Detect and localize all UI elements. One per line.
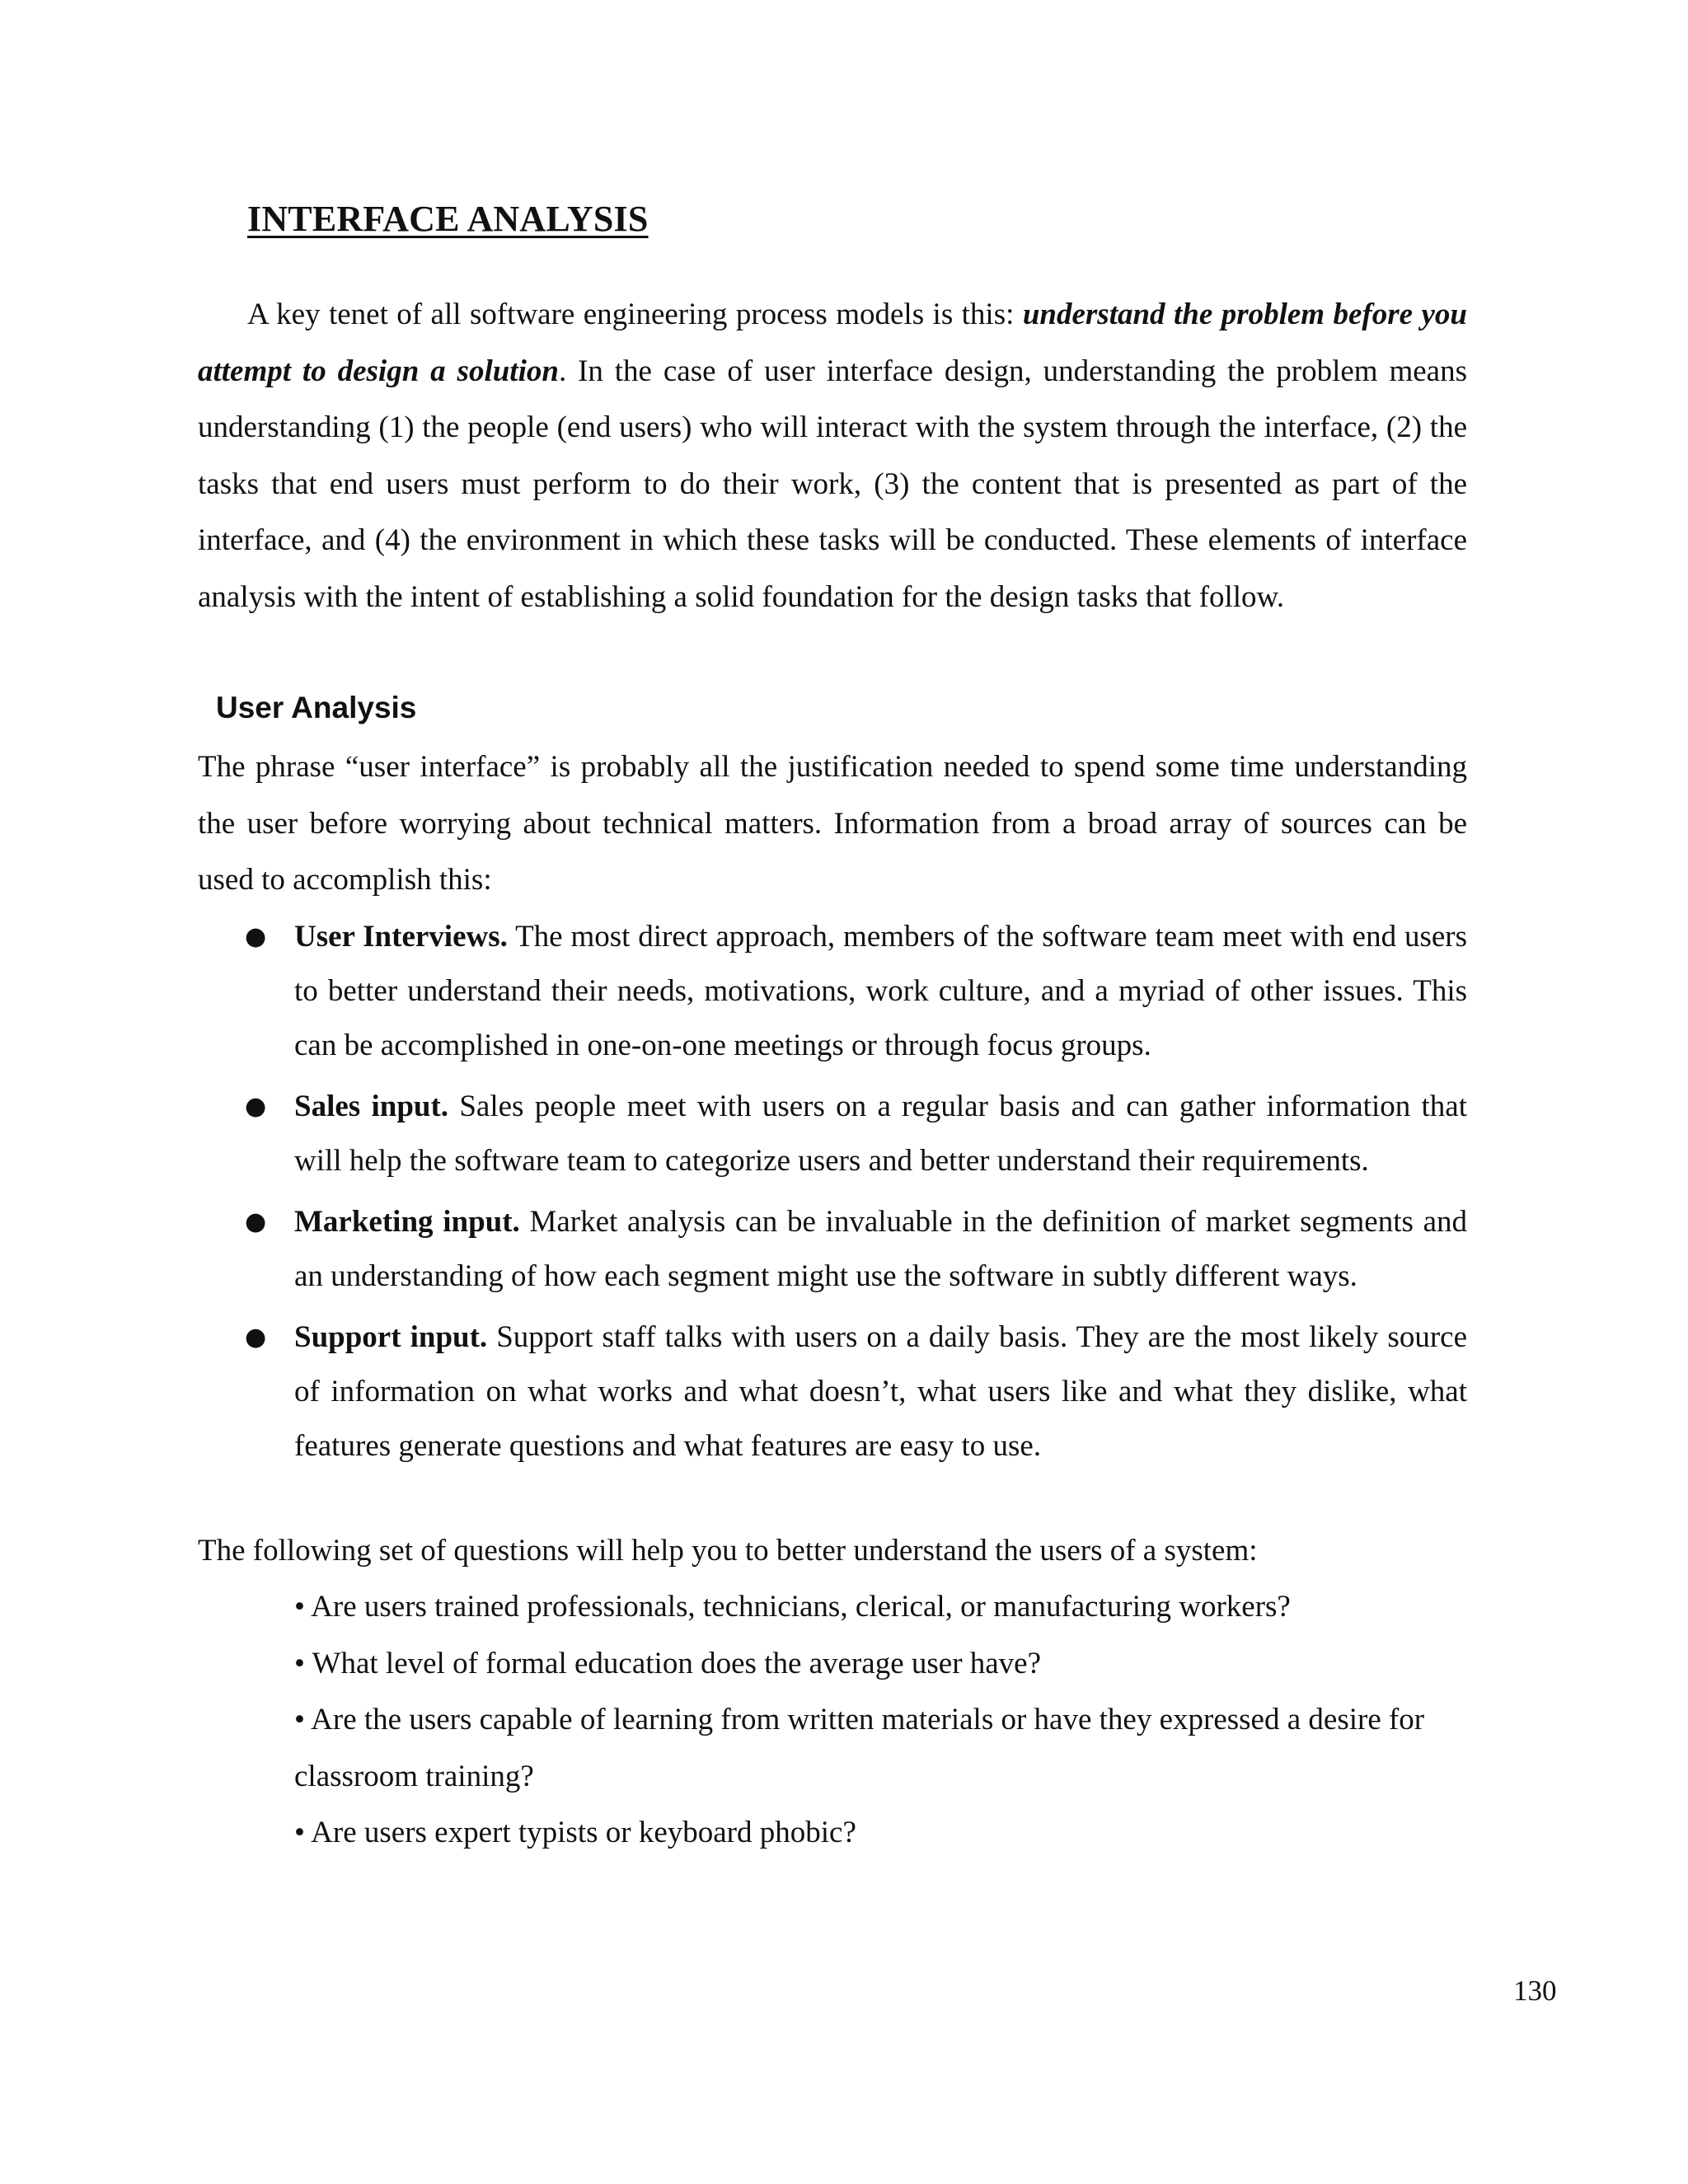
bullet-text: Support staff talks with users on a daily basis. They are the most likely source of information on what works and what doesn’t, what users like and what they dislike, what features generate questions and what features are easy to use. bbox=[294, 1320, 1467, 1463]
question-item: • What level of formal education does the average user have? bbox=[294, 1646, 1042, 1680]
user-analysis-heading: User Analysis bbox=[216, 691, 417, 724]
intro-text-end: . In the case of user interface design, understanding the problem means understanding (1) the people (end users) who will interact with the system through the interface, (2) the tasks that end users must perform to do their work, (3) the content that is presented as part of the interface, and (4) the environment in which these tasks will be conducted. These elements of interface analysis with the intent of establishing a solid foundation for the design tasks that follow. bbox=[198, 354, 1467, 614]
bullet-item-user-interviews bbox=[198, 910, 1467, 1073]
section-heading: INTERFACE ANALYSIS bbox=[247, 199, 649, 239]
bullet-icon: ● bbox=[245, 1207, 267, 1236]
intro-text-start: A key tenet of all software engineering process models is this: bbox=[247, 298, 1023, 331]
bullet-lead: Sales input. bbox=[294, 1090, 449, 1123]
question-item: • Are the users capable of learning from written materials or have they expressed a desire for classroom training? bbox=[294, 1703, 1425, 1793]
bullet-lead: User Interviews. bbox=[294, 920, 508, 954]
bullet-icon: ● bbox=[245, 1323, 267, 1352]
bullet-icon: ● bbox=[245, 922, 267, 951]
question-item: • Are users trained professionals, technicians, clerical, or manufacturing workers? bbox=[294, 1590, 1291, 1624]
bullet-item-sales-input bbox=[198, 1080, 1467, 1188]
intro-emphasis: understand the problem before you attempt to design a solution bbox=[198, 298, 1467, 388]
question-item: • Are users expert typists or keyboard phobic? bbox=[294, 1816, 856, 1849]
intro-paragraph bbox=[198, 287, 1467, 626]
bullet-text: Sales people meet with users on a regular basis and can gather information that will help the software team to categorize users and better understand their requirements. bbox=[294, 1090, 1467, 1178]
bullet-lead: Marketing input. bbox=[294, 1205, 520, 1239]
sources-bullet-list bbox=[198, 910, 1467, 1480]
bullet-text: The most direct approach, members of the software team meet with end users to better understand their needs, motivations, work culture, and a myriad of other issues. This can be accomplished in one-on-one meetings or through focus groups. bbox=[294, 920, 1467, 1062]
bullet-icon: ● bbox=[245, 1092, 267, 1121]
user-analysis-paragraph: The phrase “user interface” is probably all the justification needed to spend some time understanding the user before worrying about technical matters. Information from a broad array of sources can be used to accomplish this: bbox=[198, 750, 1467, 898]
questions-intro: The following set of questions will help you to better understand the users of a system: bbox=[198, 1534, 1258, 1568]
bullet-item-marketing-input bbox=[198, 1195, 1467, 1304]
questions-list bbox=[294, 1579, 1473, 1862]
page-number: 130 bbox=[1513, 1975, 1557, 2007]
bullet-text: Market analysis can be invaluable in the definition of market segments and an understanding of how each segment might use the software in subtly different ways. bbox=[294, 1205, 1467, 1293]
bullet-lead: Support input. bbox=[294, 1320, 488, 1354]
bullet-item-support-input bbox=[198, 1310, 1467, 1474]
